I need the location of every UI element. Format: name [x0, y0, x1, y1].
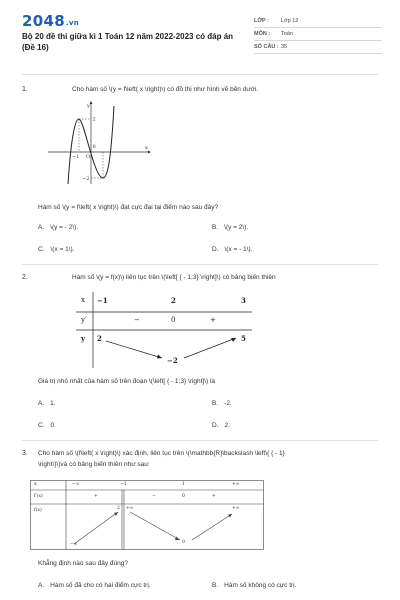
meta-value: 35 — [281, 44, 288, 50]
q2-question: Giá trị nhỏ nhất của hàm số trên đoạn \(\left[ { - 1;3} \right]\) là — [38, 378, 216, 385]
meta-value: Toán — [281, 31, 293, 37]
f-value: −∞ — [70, 542, 78, 547]
meta-key: MÔN : — [254, 31, 271, 37]
q2-option-c[interactable] — [38, 422, 56, 429]
y-value: 2 — [97, 334, 102, 343]
y-value: 5 — [241, 334, 246, 343]
q3-variation-table — [30, 480, 264, 550]
meta-value: Lớp 12 — [281, 18, 299, 24]
q1-question: Hàm số \(y = f\left( x \right)\) đạt cực đại tại điểm nào sau đây? — [38, 204, 219, 211]
q3-option-b[interactable] — [212, 582, 296, 589]
option-label: A. — [38, 582, 45, 589]
q3-number: 3. — [22, 450, 28, 457]
option-label: C. — [38, 246, 45, 253]
x-value: 3 — [241, 296, 246, 305]
x-value: 1 — [182, 482, 185, 487]
x-value: −1 — [120, 482, 127, 487]
option-text: 2. — [224, 422, 230, 429]
q2-option-a[interactable] — [38, 400, 56, 407]
option-text: Hàm số không có cực trị. — [224, 582, 297, 589]
q3-option-a[interactable] — [38, 582, 151, 589]
exam-title: Bộ 20 đề thi giữa kì 1 Toán 12 năm 2022-2023 có đáp án (Đề 16) — [22, 32, 234, 52]
q3-question: Khẳng định nào sau đây đúng? — [38, 560, 128, 567]
row-label-yp: y′ — [81, 316, 87, 324]
q2-variation-table — [76, 292, 252, 368]
option-label: B. — [212, 400, 219, 407]
increase-arrow — [184, 338, 236, 358]
divider — [22, 440, 378, 441]
tick-label: −2 — [82, 176, 90, 182]
f-value: +∞ — [126, 506, 134, 511]
q1-option-c[interactable] — [38, 246, 75, 253]
q1-option-d[interactable] — [212, 246, 253, 253]
x-value: −1 — [97, 296, 108, 305]
q2-number: 2. — [22, 274, 28, 281]
increase-arrow — [192, 514, 232, 540]
sign-value: 0 — [182, 494, 185, 499]
q1-function-graph — [44, 98, 154, 188]
q1-number: 1. — [22, 86, 28, 93]
x-axis-arrow — [148, 151, 151, 154]
origin-label: O — [86, 154, 91, 160]
sign-value: 0 — [171, 316, 176, 324]
arrow-head — [228, 514, 232, 518]
f-value: 0 — [182, 540, 185, 545]
option-label: B. — [212, 582, 219, 589]
option-text: -2. — [224, 400, 232, 407]
option-label: B. — [212, 224, 219, 231]
decrease-arrow — [130, 512, 180, 540]
q2-option-b[interactable] — [212, 400, 232, 407]
row-label-y: y — [81, 334, 86, 343]
q1-option-b[interactable] — [212, 224, 248, 231]
f-value: +∞ — [232, 506, 240, 511]
divider — [22, 74, 378, 75]
option-label: D. — [212, 422, 219, 429]
y-axis-label: y — [87, 103, 90, 109]
decrease-arrow — [106, 341, 162, 358]
arrow-head — [157, 355, 162, 359]
option-text: \(y = 2\). — [224, 224, 249, 231]
tick-label: 0 — [92, 144, 96, 150]
sign-value: − — [134, 316, 140, 324]
q1-stem: Cho hàm số \(y = f\left( x \right)\) có đồ thị như hình vẽ bên dưới. — [72, 86, 259, 93]
sign-value: + — [212, 494, 216, 499]
page-header — [0, 0, 400, 66]
logo-suffix: .vn — [65, 19, 80, 27]
q2-option-d[interactable] — [212, 422, 230, 429]
x-value: −∞ — [72, 482, 80, 487]
q1-option-a[interactable] — [38, 224, 78, 231]
meta-key: LỚP : — [254, 18, 269, 24]
option-text: 1. — [50, 400, 56, 407]
option-label: A. — [38, 400, 45, 407]
x-axis-label: x — [145, 145, 148, 151]
y-axis-arrow — [90, 101, 93, 104]
option-label: D. — [212, 246, 219, 253]
site-logo[interactable] — [22, 12, 79, 30]
f-value: 2 — [117, 506, 120, 511]
option-text: \(x = - 1\). — [224, 246, 253, 253]
row-label-fp: f′(x) — [34, 494, 43, 499]
logo-main: 2048 — [22, 12, 65, 30]
row-label-x: x — [34, 482, 37, 487]
exam-meta — [254, 15, 382, 54]
x-value: +∞ — [232, 482, 240, 487]
q3-stem-line1: Cho hàm số \(f\left( x \right)\) xác định, liên tục trên \(\mathbb{R}\backslash \left\{ { - 1} — [38, 450, 285, 457]
sign-value: − — [152, 494, 156, 499]
option-label: A. — [38, 224, 45, 231]
table-lines — [30, 480, 264, 550]
sign-value: + — [210, 316, 216, 324]
arrow-head — [175, 537, 180, 541]
y-value: −2 — [167, 356, 178, 365]
meta-key: SỐ CÂU : — [254, 44, 279, 50]
increase-arrow — [74, 512, 118, 544]
row-label-x: x — [81, 296, 85, 304]
q2-stem: Hàm số \(y = f(x)\) liên tục trên \(\left[ { - 1;3} \right]\) có bảng biến thiên — [72, 274, 276, 281]
sign-value: + — [94, 494, 98, 499]
option-text: \(x = 1\). — [50, 246, 75, 253]
divider — [22, 264, 378, 265]
option-text: \(y = - 2\). — [50, 224, 79, 231]
tick-label: −1 — [72, 154, 80, 160]
meta-class — [254, 15, 382, 28]
option-text: 0. — [50, 422, 56, 429]
x-value: 2 — [171, 296, 176, 305]
option-label: C. — [38, 422, 45, 429]
arrow-head — [114, 512, 118, 516]
q3-stem-line2: \right\}\)và có bảng biến thiên như sau: — [38, 461, 150, 468]
tick-label: 2 — [92, 116, 96, 123]
meta-count — [254, 41, 382, 54]
option-text: Hàm số đã cho có hai điểm cực trị. — [50, 582, 151, 589]
meta-subject — [254, 28, 382, 41]
row-label-f: f(x) — [34, 508, 42, 513]
